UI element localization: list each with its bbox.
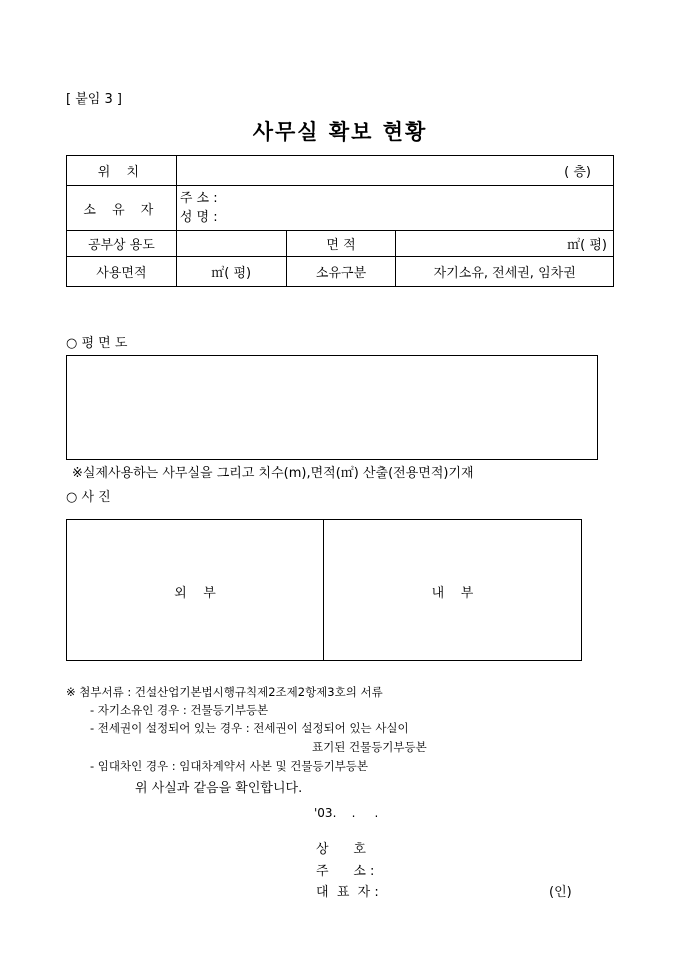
area-value[interactable]: ㎡( 평) <box>396 231 614 257</box>
table-row <box>67 231 614 257</box>
owner-name-label: 성 명 : <box>179 210 218 225</box>
photos-box <box>66 519 582 661</box>
table-row <box>67 257 614 287</box>
photos-heading: ○ 사 진 <box>66 490 111 505</box>
attachments-line-1: ※ 첨부서류 : 건설산업기본법시행규칙제2조제2항제3호의 서류 <box>66 685 383 699</box>
owner-cell[interactable] <box>176 186 613 231</box>
owner-address-label: 주 소 : <box>179 191 218 206</box>
floor-plan-note: ※실제사용하는 사무실을 그리고 치수(m),면적(㎡) 산출(전용면적)기재 <box>72 466 474 481</box>
official-use-label: 공부상 용도 <box>67 231 177 257</box>
used-area-value[interactable]: ㎡( 평) <box>176 257 286 287</box>
location-value[interactable]: ( 층) <box>176 156 613 186</box>
location-label: 위 치 <box>67 156 177 186</box>
table-row <box>67 186 614 231</box>
ownership-type-label: 소유구분 <box>286 257 396 287</box>
area-label: 면 적 <box>286 231 396 257</box>
table-row <box>67 156 614 186</box>
representative-label: 대 표 자 : <box>316 885 379 900</box>
ownership-type-value[interactable]: 자기소유, 전세권, 임차권 <box>396 257 614 287</box>
company-label: 상 호 <box>316 842 366 857</box>
attachments-line-5: - 임대차인 경우 : 임대차계약서 사본 및 건물등기부등본 <box>90 759 369 773</box>
address-label: 주 소 : <box>316 864 375 879</box>
page-title: 사무실 확보 현황 <box>252 119 428 144</box>
office-info-table <box>66 155 614 287</box>
attachments-line-4: 표기된 건물등기부등본 <box>312 740 427 754</box>
date-text: '03. . . <box>314 806 379 820</box>
attachments-line-2: - 자기소유인 경우 : 건물등기부등본 <box>90 703 269 717</box>
used-area-label: 사용면적 <box>67 257 177 287</box>
owner-label: 소 유 자 <box>67 186 177 231</box>
exterior-photo-label: 외 부 <box>174 586 216 601</box>
attachments-line-3: - 전세권이 설정되어 있는 경우 : 전세권이 설정되어 있는 사실이 <box>90 721 409 735</box>
official-use-value[interactable] <box>176 231 286 257</box>
seal-mark: (인) <box>549 885 572 900</box>
floor-plan-heading: ○ 평 면 도 <box>66 336 128 351</box>
attachment-label: [ 붙임 3 ] <box>66 92 122 107</box>
confirmation-text: 위 사실과 같음을 확인합니다. <box>135 781 303 796</box>
floor-plan-box[interactable] <box>66 355 598 460</box>
interior-photo-label: 내 부 <box>431 586 474 601</box>
